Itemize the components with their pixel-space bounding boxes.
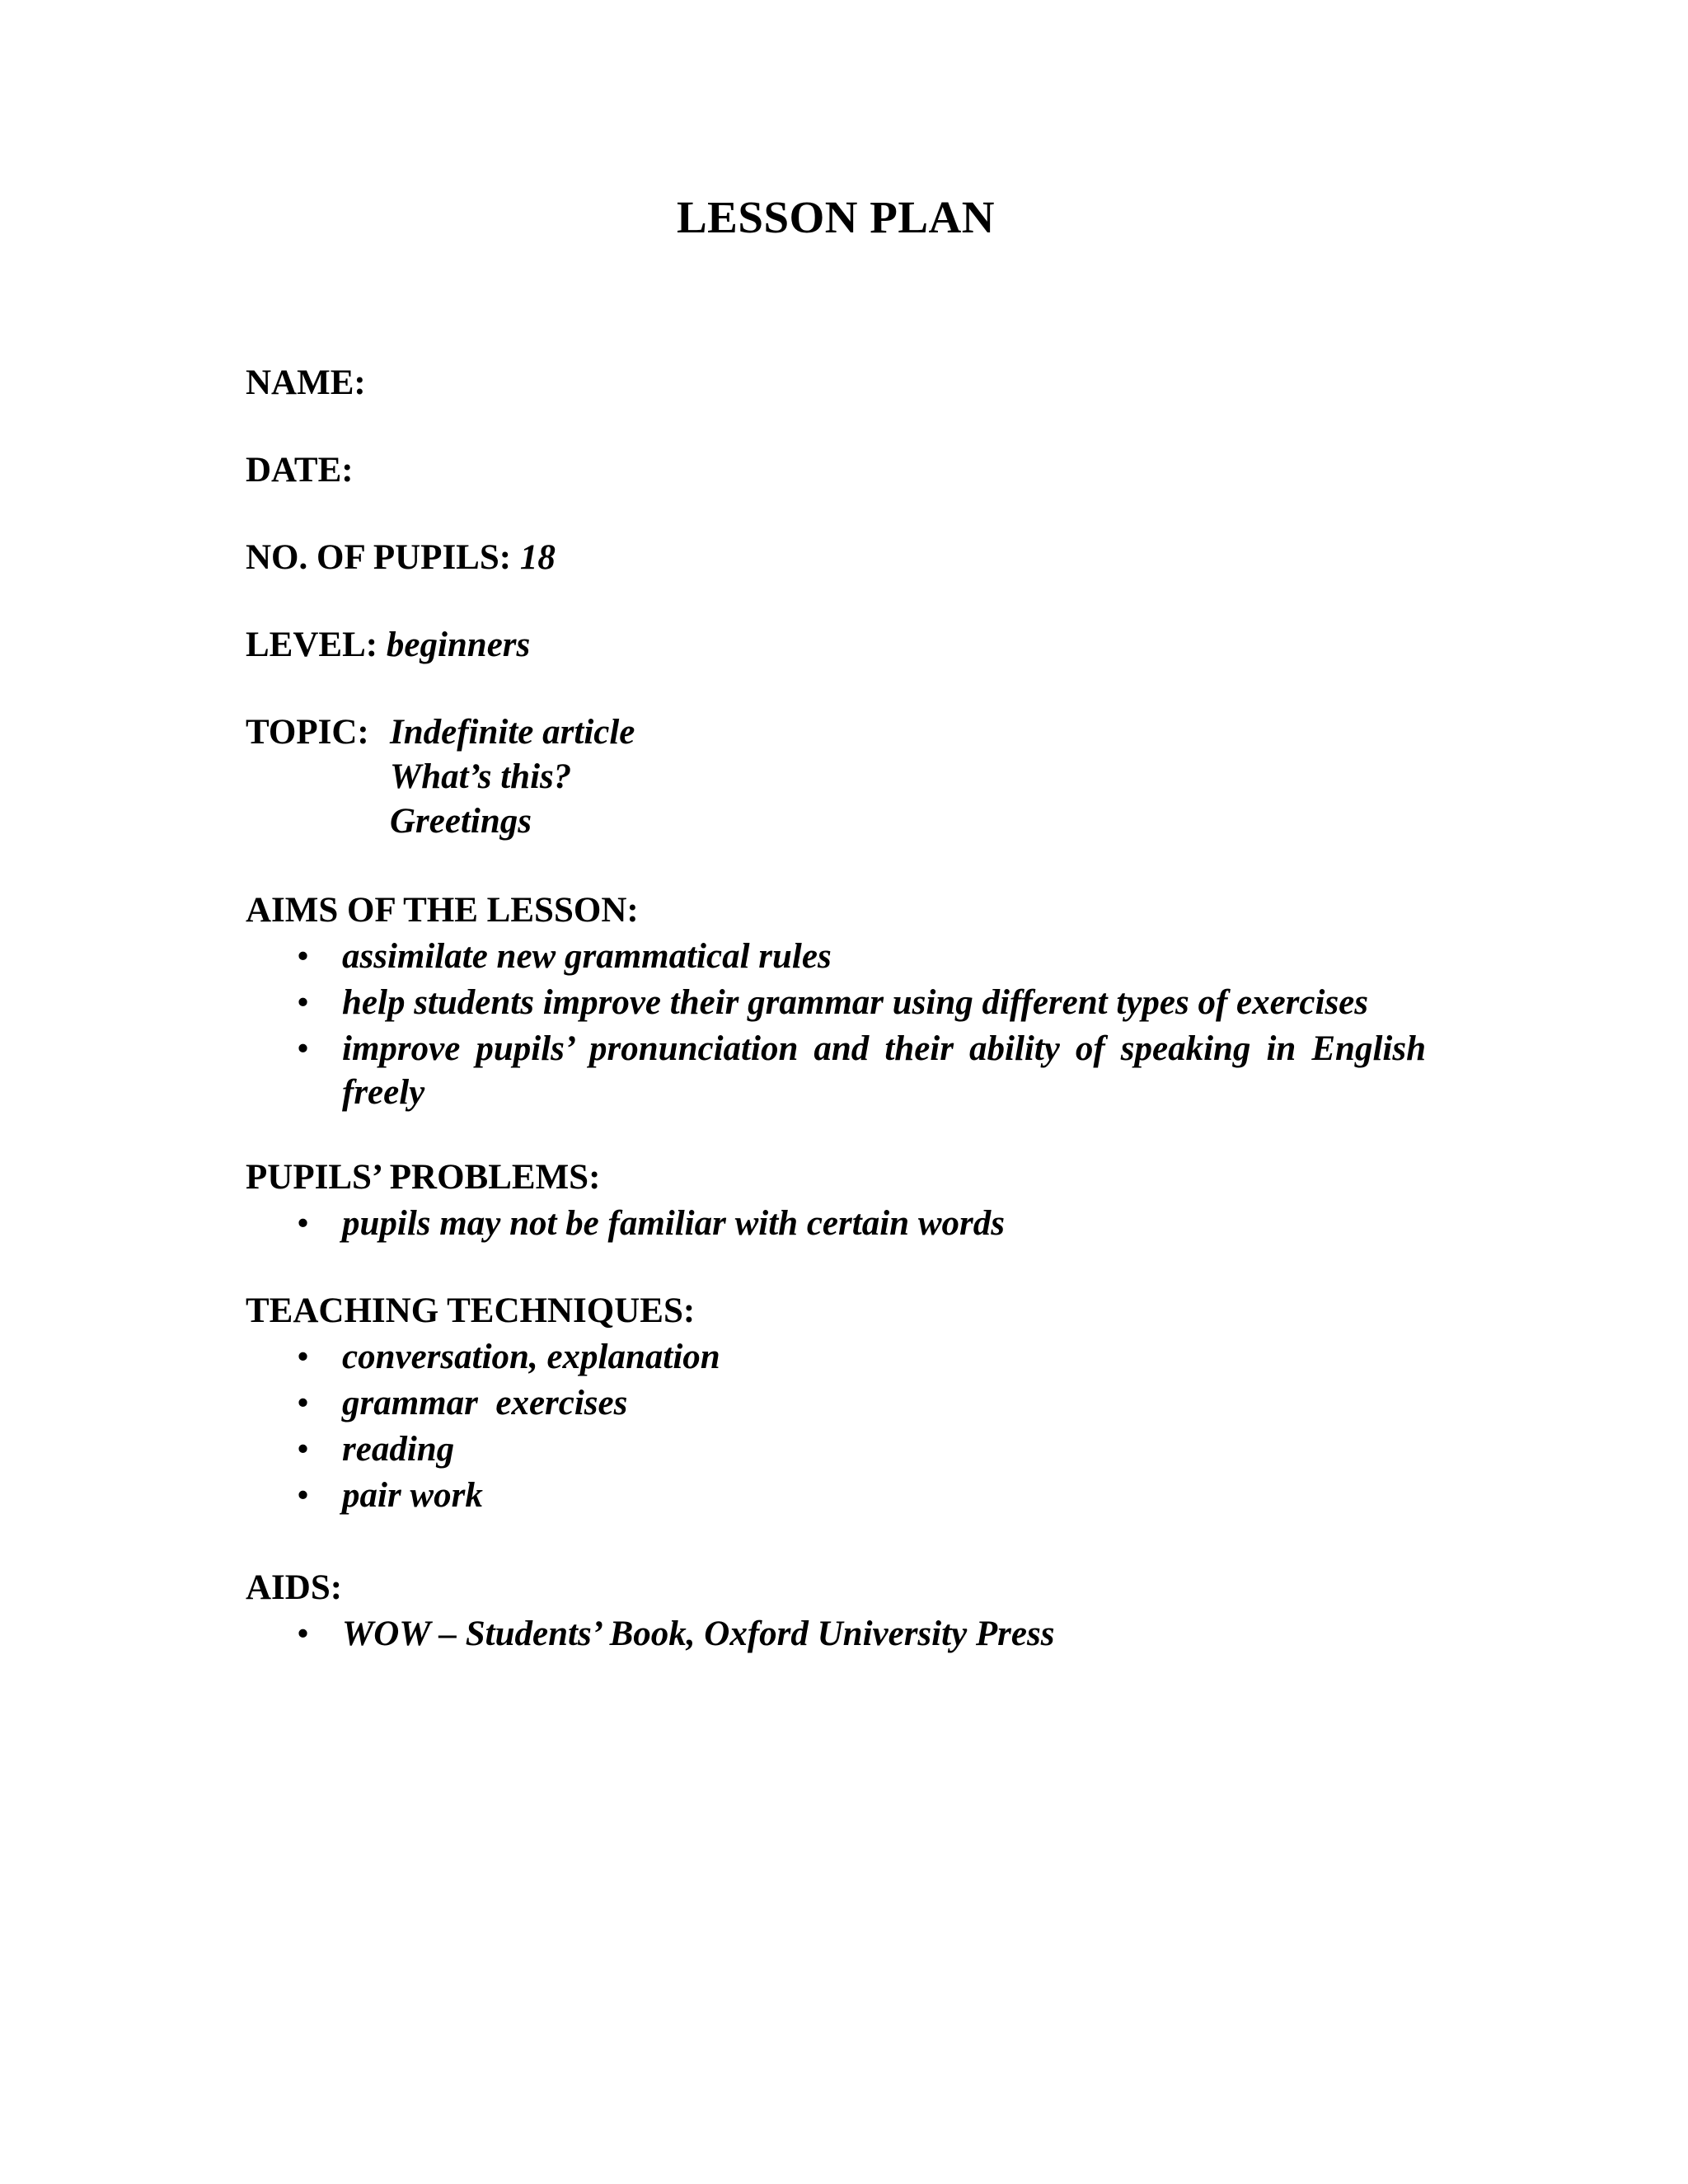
list-item <box>246 1427 1426 1474</box>
name-field <box>246 361 1426 405</box>
bullet-icon: • <box>297 1384 310 1422</box>
bullet-icon: • <box>297 937 310 976</box>
date-field <box>246 448 1426 493</box>
level-label: LEVEL: <box>246 626 378 664</box>
list-item-text: reading <box>342 1430 455 1469</box>
list-item-text: conversation, explanation <box>342 1338 720 1376</box>
techniques-heading: TEACHING TECHNIQUES: <box>246 1291 696 1330</box>
list-item <box>246 1474 1426 1520</box>
list-item-text: assimilate new grammatical rules <box>342 937 832 976</box>
topic-value: Indefinite article <box>390 713 635 752</box>
list-item <box>246 1202 1426 1248</box>
aims-section <box>246 888 1426 1114</box>
list-item-text: pair work <box>342 1476 483 1515</box>
pupils-value: 18 <box>519 538 556 577</box>
list-item-text: WOW – Students’ Book, Oxford University Press <box>342 1615 1055 1653</box>
date-label: DATE: <box>246 451 354 490</box>
problems-heading: PUPILS’ PROBLEMS: <box>246 1158 601 1197</box>
list-item <box>246 1612 1426 1658</box>
level-field <box>246 623 1426 668</box>
list-item-text: improve pupils’ pronunciation and their ability of speaking in English freely <box>342 1029 1426 1112</box>
aims-list <box>246 935 1426 1114</box>
bullet-icon: • <box>297 1615 310 1653</box>
list-item <box>246 1335 1426 1381</box>
list-item <box>246 1381 1426 1427</box>
list-item <box>246 1027 1426 1114</box>
bullet-icon: • <box>297 983 310 1022</box>
bullet-icon: • <box>297 1430 310 1469</box>
list-item <box>246 935 1426 981</box>
level-value: beginners <box>386 626 531 664</box>
techniques-section <box>246 1289 1426 1520</box>
techniques-list <box>246 1335 1426 1520</box>
list-item-text: pupils may not be familiar with certain words <box>342 1204 1005 1243</box>
problems-list <box>246 1202 1426 1248</box>
bullet-icon: • <box>297 1476 310 1515</box>
list-item <box>246 981 1426 1027</box>
list-item-text: help students improve their grammar using different types of exercises <box>342 983 1369 1022</box>
topic-label: TOPIC: <box>246 713 369 752</box>
name-label: NAME: <box>246 363 366 402</box>
pupils-label: NO. OF PUPILS: <box>246 538 512 577</box>
bullet-icon: • <box>297 1204 310 1243</box>
aids-list <box>246 1612 1426 1658</box>
topic-field <box>246 710 1426 844</box>
aids-heading: AIDS: <box>246 1568 343 1607</box>
topic-value: Greetings <box>390 802 532 841</box>
bullet-icon: • <box>297 1029 310 1068</box>
pupils-field <box>246 536 1426 580</box>
list-item-text: grammar exercises <box>342 1384 628 1422</box>
page-title: LESSON PLAN <box>676 192 995 242</box>
topic-values <box>390 710 635 844</box>
lesson-plan-body <box>246 361 1426 1699</box>
bullet-icon: • <box>297 1338 310 1376</box>
topic-value: What’s this? <box>390 757 572 796</box>
aids-section <box>246 1566 1426 1658</box>
problems-section <box>246 1155 1426 1248</box>
aims-heading: AIMS OF THE LESSON: <box>246 891 639 930</box>
